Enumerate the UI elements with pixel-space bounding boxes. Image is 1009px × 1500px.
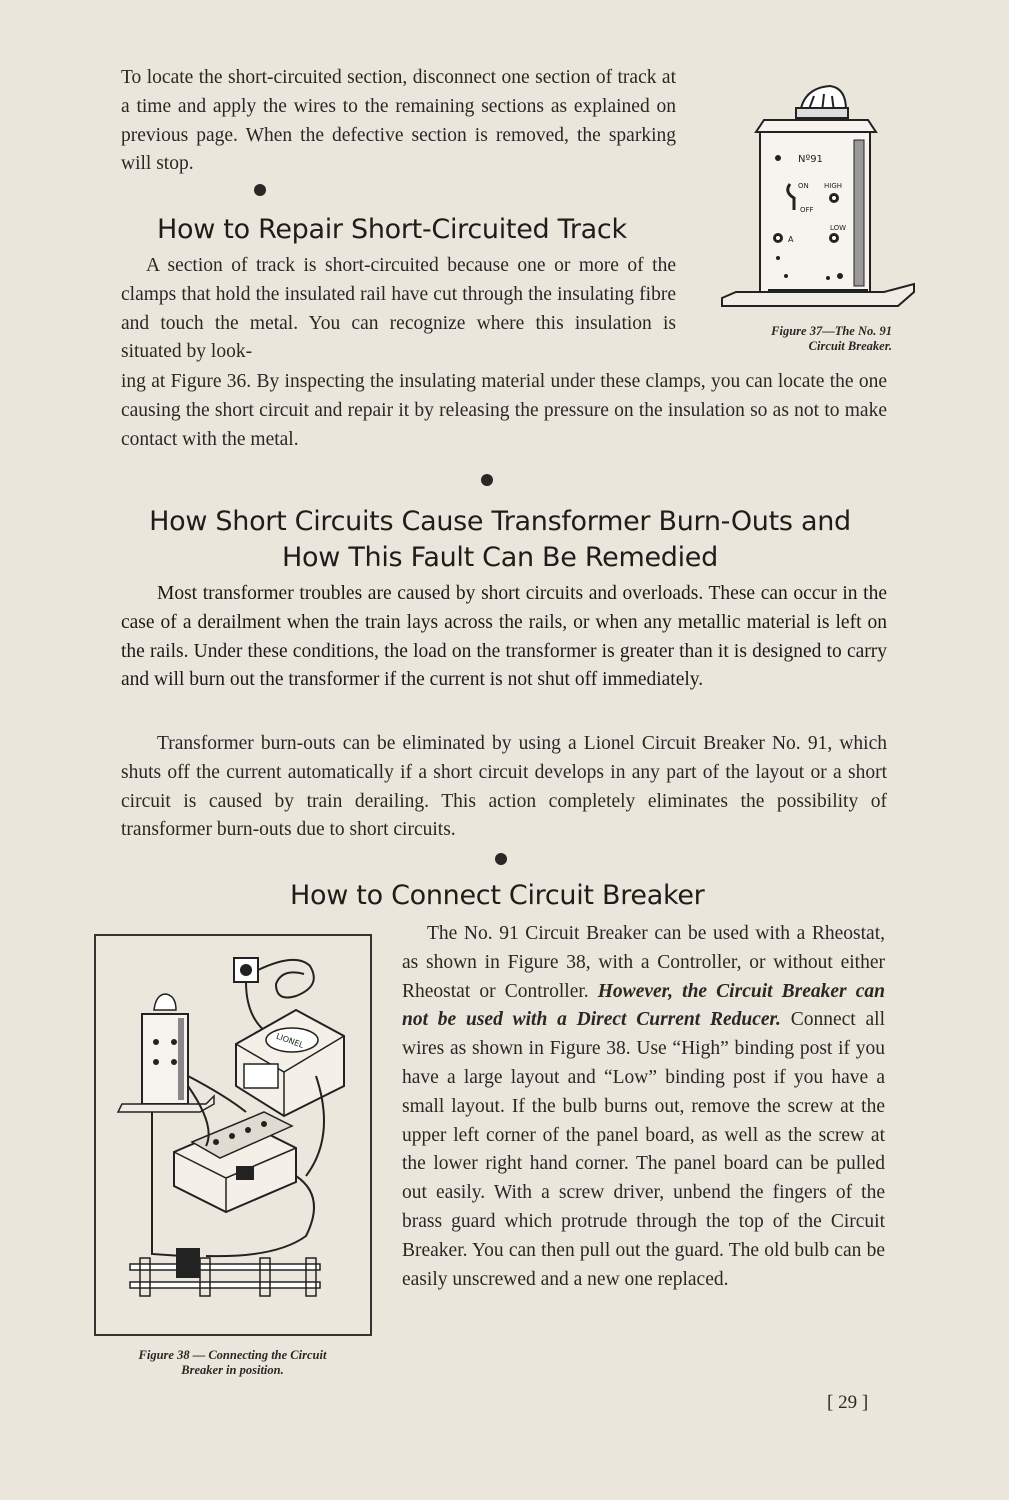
figure-37-caption: Figure 37—The No. 91 Circuit Breaker. — [771, 324, 892, 353]
connect-breaker-text-end: Connect all wires as shown in Figure 38. Use “High” binding post if you have a large layout and “Low” binding post if you have a small layout. If the bulb burns out, remove the screw at the upper left corner of the panel board, as well as the screw at the lower right hand corner. The panel board can be pulled out easily. With a screw driver, unbend the fingers of the brass guard which protrude through the top of the Circuit Breaker. You can then pull out the guard. The old bulb can be easily unscrewed and a new one replaced. — [402, 1009, 885, 1290]
connect-breaker-warning: However, the Circuit Breaker can not be used with a Direct Current Reducer. — [402, 980, 885, 1031]
heading-repair-short-circuited-track: How to Repair Short-Circuited Track — [157, 214, 627, 245]
heading-transformer-burnouts-line2: How This Fault Can Be Remedied — [282, 542, 718, 573]
figure-37-circuit-breaker-illustration — [718, 80, 918, 320]
repair-paragraph-part1: A section of track is short-circuited because one or more of the clamps that hold the insulated rail have cut through the insulating fibre and touch the metal. You can recognize where this insulation is situated by look- — [121, 255, 676, 363]
fig37-label-on: ON — [798, 182, 809, 190]
fig37-label-high: HIGH — [824, 182, 843, 190]
heading-connect-circuit-breaker: How to Connect Circuit Breaker — [290, 880, 705, 911]
figure-38-wiring-illustration — [96, 936, 370, 1334]
fig38-label-lionel: LIONEL — [274, 1031, 305, 1050]
page-number: [ 29 ] — [827, 1392, 869, 1413]
section-bullet — [481, 474, 493, 486]
intro-paragraph: To locate the short-circuited section, disconnect one section of track at a time and apply the wires to the remaining sections as explained on previous page. When the defective section is removed, the sparking will stop. — [121, 67, 676, 175]
transformer-paragraph-1: Most transformer troubles are caused by short circuits and overloads. These can occur in the case of a derailment when the train lays across the rails, or when any metallic material is left on the rails. Under these conditions, the load on the transformer is greater than it is designed to carry and will burn out the transformer if the current is not shut off immediately. — [121, 583, 887, 691]
figure-38-caption: Figure 38 — Connecting the Circuit Breaker in position. — [138, 1348, 327, 1377]
fig37-label-off: OFF — [800, 206, 814, 214]
repair-paragraph-part2: ing at Figure 36. By inspecting the insulating material under these clamps, you can locate the one causing the short circuit and repair it by releasing the pressure on the insulation so as not to make contact with the metal. — [121, 371, 887, 450]
fig37-label-low: LOW — [830, 224, 847, 232]
fig37-label-no91: Nº91 — [798, 154, 823, 165]
fig37-label-a: A — [788, 235, 794, 244]
connect-breaker-paragraph — [402, 920, 885, 1294]
connect-breaker-text-start: The No. 91 Circuit Breaker can be used with a Rheostat, as shown in Figure 38, with a Controller, or without either Rheostat or Controller. — [402, 923, 885, 1002]
transformer-paragraph-2: Transformer burn-outs can be eliminated by using a Lionel Circuit Breaker No. 91, which shuts off the current automatically if a short circuit develops in any part of the layout or a short circuit is caused by train derailing. This action completely eliminates the possibility of transformer burn-outs due to short circuits. — [121, 733, 887, 841]
heading-transformer-burnouts-line1: How Short Circuits Cause Transformer Burn-Outs and — [149, 506, 851, 537]
section-bullet — [254, 184, 266, 196]
heading-transformer-burnouts — [100, 504, 900, 576]
section-bullet — [495, 853, 507, 865]
